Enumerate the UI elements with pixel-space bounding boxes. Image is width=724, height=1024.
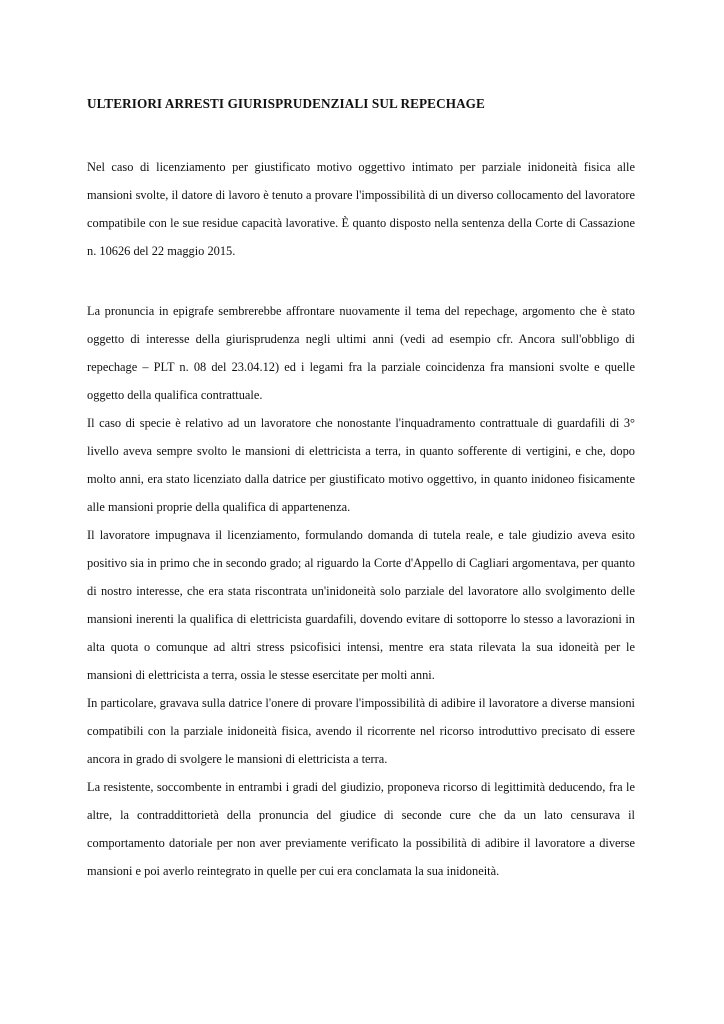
paragraph-2: La pronuncia in epigrafe sembrerebbe affrontare nuovamente il tema del repechage, argomento che è stato oggetto di interesse della giurisprudenza negli ultimi anni (vedi ad esempio cfr. Ancora sull'obbligo di repechage – PLT n. 08 del 23.04.12) ed i legami fra la parziale coincidenza fra mansioni svolte e quelle oggetto della qualifica contrattuale. [87, 304, 635, 402]
paragraph-5: In particolare, gravava sulla datrice l'onere di provare l'impossibilità di adibire il lavoratore a diverse mansioni compatibili con la parziale inidoneità fisica, avendo il ricorrente nel ricorso introduttivo precisato di essere ancora in grado di svolgere le mansioni di elettricista a terra. [87, 696, 635, 766]
paragraph-4: Il lavoratore impugnava il licenziamento, formulando domanda di tutela reale, e tale giudizio aveva esito positivo sia in primo che in secondo grado; al riguardo la Corte d'Appello di Cagliari argomentava, per quanto di nostro interesse, che era stata riscontrata un'inidoneità solo parziale del lavoratore allo svolgimento delle mansioni inerenti la qualifica di elettricista guardafili, dovendo evitare di sottoporre lo stesso a lavorazioni in alta quota o comunque ad altri stress psicofisici intensi, mentre era stata rilevata la sua idoneità per le mansioni di elettricista a terra, ossia le stesse esercitate per molti anni. [87, 528, 635, 682]
paragraph-1: Nel caso di licenziamento per giustificato motivo oggettivo intimato per parziale inidoneità fisica alle mansioni svolte, il datore di lavoro è tenuto a provare l'impossibilità di un diverso collocamento del lavoratore compatibile con le sue residue capacità lavorative. È quanto disposto nella sentenza della Corte di Cassazione n. 10626 del 22 maggio 2015. [87, 160, 635, 258]
document-page [87, 95, 635, 885]
paragraph-3: Il caso di specie è relativo ad un lavoratore che nonostante l'inquadramento contrattuale di guardafili di 3° livello aveva sempre svolto le mansioni di elettricista a terra, in quanto sofferente di vertigini, e che, dopo molto anni, era stato licenziato dalla datrice per giustificato motivo oggettivo, in quanto inidoneo fisicamente alle mansioni proprie della qualifica di appartenenza. [87, 416, 635, 514]
paragraph-6: La resistente, soccombente in entrambi i gradi del giudizio, proponeva ricorso di legittimità deducendo, fra le altre, la contraddittorietà della pronuncia del giudice di seconde cure che da un lato censurava il comportamento datoriale per non aver previamente verificato la possibilità di adibire il lavoratore a diverse mansioni e poi averlo reintegrato in quelle per cui era conclamata la sua inidoneità. [87, 780, 635, 878]
document-title: ULTERIORI ARRESTI GIURISPRUDENZIALI SUL REPECHAGE [87, 96, 485, 111]
